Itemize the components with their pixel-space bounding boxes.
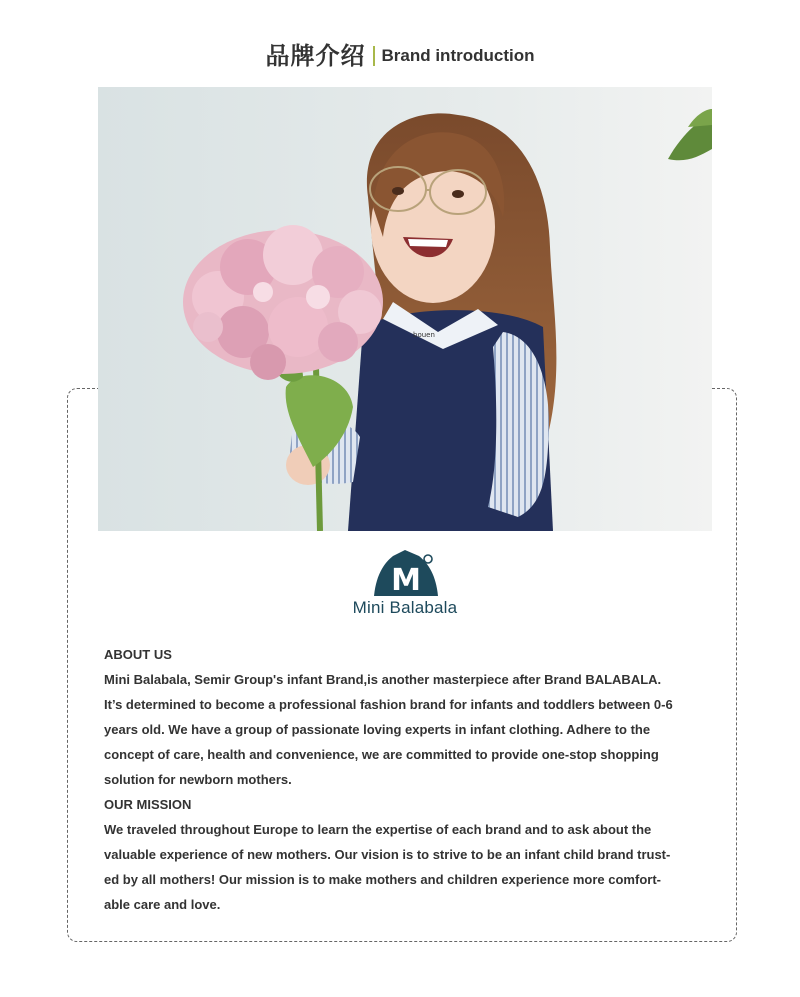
- mission-line: able care and love.: [104, 897, 221, 912]
- girl-with-flowers-illustration: [98, 87, 712, 531]
- about-line: Mini Balabala, Semir Group's infant Brand,is another masterpiece after Brand BALABALA.: [104, 672, 662, 687]
- about-us-title: ABOUT US: [104, 647, 172, 662]
- collar-label: bouen: [413, 331, 435, 339]
- mission-line: ed by all mothers! Our mission is to make mothers and children experience more comfort-: [104, 872, 661, 887]
- mission-line: We traveled throughout Europe to learn the expertise of each brand and to ask about the: [104, 822, 652, 837]
- logo-letter: M: [391, 563, 421, 598]
- house-m-logo-icon: [371, 550, 441, 598]
- brand-logo: [340, 550, 470, 620]
- heading-chinese: 品牌介绍: [265, 42, 366, 70]
- heading-english: Brand introduction: [381, 45, 535, 65]
- about-line: concept of care, health and convenience, we are committed to provide one-stop shopping: [104, 747, 659, 762]
- our-mission-title: OUR MISSION: [104, 797, 192, 812]
- about-line: It’s determined to become a professional fashion brand for infants and toddlers between 0-6: [104, 697, 673, 712]
- about-line: years old. We have a group of passionate loving experts in infant clothing. Adhere to the: [104, 722, 651, 737]
- heading-divider: [373, 46, 375, 66]
- logo-wordmark: Mini Balabala: [352, 598, 458, 617]
- section-heading: [0, 36, 800, 71]
- brand-description: [104, 642, 724, 917]
- about-line: solution for newborn mothers.: [104, 772, 292, 787]
- mission-line: valuable experience of new mothers. Our vision is to strive to be an infant child brand trust-: [104, 847, 671, 862]
- brand-photo: [98, 87, 712, 531]
